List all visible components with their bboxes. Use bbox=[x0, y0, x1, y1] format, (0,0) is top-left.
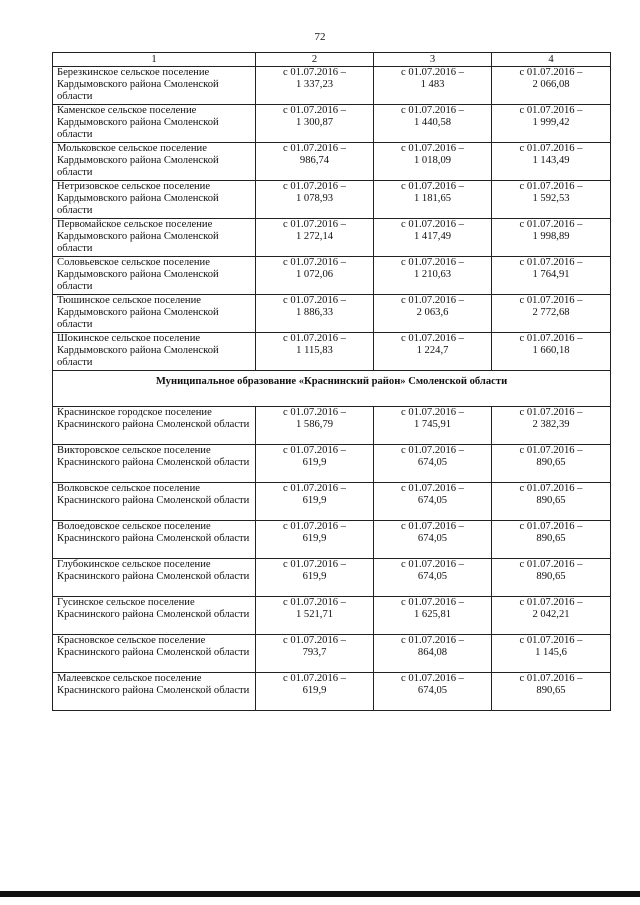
tariff-period: с 01.07.2016 – bbox=[519, 521, 583, 532]
tariff-period: с 01.07.2016 – bbox=[401, 483, 464, 494]
tariff-period: с 01.07.2016 – bbox=[519, 635, 583, 646]
tariff-cell-c2 bbox=[256, 67, 374, 105]
tariff-period: с 01.07.2016 – bbox=[283, 521, 346, 532]
tariff-period: с 01.07.2016 – bbox=[283, 559, 346, 570]
tariff-period: с 01.07.2016 – bbox=[401, 635, 464, 646]
tariff-value: 1 115,83 bbox=[296, 345, 333, 357]
tariff-period: с 01.07.2016 – bbox=[283, 483, 346, 494]
tariff-cell-c2 bbox=[256, 333, 374, 371]
table-row bbox=[53, 219, 611, 257]
tariff-value: 619,9 bbox=[302, 533, 327, 545]
tariff-value: 1 521,71 bbox=[295, 609, 334, 621]
column-header-1: 1 bbox=[53, 53, 256, 67]
tariff-cell-c4 bbox=[492, 181, 611, 219]
table-row bbox=[53, 67, 611, 105]
tariff-cell-c3 bbox=[374, 67, 492, 105]
tariff-period: с 01.07.2016 – bbox=[401, 143, 464, 154]
tariff-period: с 01.07.2016 – bbox=[519, 181, 583, 192]
tariff-period: с 01.07.2016 – bbox=[283, 597, 346, 608]
tariff-period: с 01.07.2016 – bbox=[283, 143, 346, 154]
tariff-value: 674,05 bbox=[417, 533, 448, 545]
settlement-name: Викторовское сельское поселение Краснинского района Смоленской области bbox=[53, 445, 256, 483]
section-title: Муниципальное образование «Краснинский район» Смоленской области bbox=[53, 371, 611, 407]
tariff-value: 890,65 bbox=[536, 457, 566, 469]
tariff-cell-c4 bbox=[492, 597, 611, 635]
tariff-cell-c3 bbox=[374, 143, 492, 181]
tariff-cell-c3 bbox=[374, 295, 492, 333]
tariff-cell-c3 bbox=[374, 635, 492, 673]
settlement-name: Глубокинское сельское поселение Краснинского района Смоленской области bbox=[53, 559, 256, 597]
tariff-value: 1 592,53 bbox=[532, 193, 570, 205]
tariff-value: 1 181,65 bbox=[413, 193, 452, 205]
tariff-cell-c3 bbox=[374, 445, 492, 483]
tariff-period: с 01.07.2016 – bbox=[519, 483, 583, 494]
tariff-cell-c4 bbox=[492, 635, 611, 673]
table-row bbox=[53, 143, 611, 181]
tariff-period: с 01.07.2016 – bbox=[519, 219, 583, 230]
tariff-period: с 01.07.2016 – bbox=[519, 105, 583, 116]
tariff-period: с 01.07.2016 – bbox=[401, 597, 464, 608]
settlement-name: Соловьевское сельское поселение Кардымовского района Смоленской области bbox=[53, 257, 256, 295]
tariff-period: с 01.07.2016 – bbox=[283, 181, 346, 192]
tariff-period: с 01.07.2016 – bbox=[401, 559, 464, 570]
tariff-period: с 01.07.2016 – bbox=[283, 635, 346, 646]
table-row bbox=[53, 333, 611, 371]
tariff-cell-c2 bbox=[256, 445, 374, 483]
tariff-period: с 01.07.2016 – bbox=[283, 445, 346, 456]
tariff-cell-c3 bbox=[374, 673, 492, 711]
tariff-period: с 01.07.2016 – bbox=[519, 333, 583, 344]
tariff-value: 1 660,18 bbox=[532, 345, 570, 357]
tariff-value: 1 272,14 bbox=[295, 231, 334, 243]
tariff-period: с 01.07.2016 – bbox=[401, 445, 464, 456]
tariff-period: с 01.07.2016 – bbox=[283, 105, 346, 116]
tariff-value: 1 998,89 bbox=[532, 231, 570, 243]
tariff-value: 674,05 bbox=[417, 457, 448, 469]
table-row bbox=[53, 445, 611, 483]
tariff-period: с 01.07.2016 – bbox=[283, 407, 346, 418]
tariff-period: с 01.07.2016 – bbox=[519, 257, 583, 268]
tariff-cell-c4 bbox=[492, 333, 611, 371]
tariff-cell-c2 bbox=[256, 181, 374, 219]
tariff-cell-c3 bbox=[374, 219, 492, 257]
tariff-value: 1 145,6 bbox=[535, 647, 567, 659]
tariff-value: 674,05 bbox=[417, 685, 448, 697]
table-row bbox=[53, 483, 611, 521]
bottom-rule bbox=[0, 891, 640, 897]
settlement-name: Нетризовское сельское поселение Кардымовского района Смоленской области bbox=[53, 181, 256, 219]
tariff-cell-c4 bbox=[492, 483, 611, 521]
settlement-name: Гусинское сельское поселение Краснинского района Смоленской области bbox=[53, 597, 256, 635]
tariff-cell-c4 bbox=[492, 219, 611, 257]
tariff-cell-c4 bbox=[492, 521, 611, 559]
tariff-period: с 01.07.2016 – bbox=[519, 407, 583, 418]
tariff-value: 1 224,7 bbox=[416, 345, 449, 357]
tariff-value: 1 018,09 bbox=[413, 155, 452, 167]
settlement-name: Волковское сельское поселение Краснинского района Смоленской области bbox=[53, 483, 256, 521]
settlement-name: Краснинское городское поселение Краснинского района Смоленской области bbox=[53, 407, 256, 445]
tariff-value: 1 625,81 bbox=[413, 609, 452, 621]
table-row bbox=[53, 635, 611, 673]
tariff-period: с 01.07.2016 – bbox=[401, 295, 464, 306]
tariff-cell-c4 bbox=[492, 295, 611, 333]
tariff-value: 2 063,6 bbox=[416, 307, 449, 319]
tariff-cell-c2 bbox=[256, 407, 374, 445]
column-header-2: 2 bbox=[256, 53, 374, 67]
tariff-period: с 01.07.2016 – bbox=[283, 333, 346, 344]
tariff-cell-c4 bbox=[492, 673, 611, 711]
tariff-value: 1 886,33 bbox=[295, 307, 334, 319]
tariff-value: 1 300,87 bbox=[295, 117, 334, 129]
tariff-value: 1 072,06 bbox=[295, 269, 334, 281]
tariff-value: 619,9 bbox=[302, 571, 327, 583]
tariff-cell-c2 bbox=[256, 105, 374, 143]
tariff-period: с 01.07.2016 – bbox=[519, 445, 583, 456]
tariff-cell-c3 bbox=[374, 483, 492, 521]
page-number: 72 bbox=[314, 31, 326, 43]
table-row bbox=[53, 673, 611, 711]
tariff-period: с 01.07.2016 – bbox=[401, 521, 464, 532]
kardymovo-rows bbox=[53, 67, 611, 371]
settlement-name: Волоедовское сельское поселение Краснинского района Смоленской области bbox=[53, 521, 256, 559]
tariff-cell-c4 bbox=[492, 105, 611, 143]
tariff-cell-c2 bbox=[256, 673, 374, 711]
tariff-cell-c3 bbox=[374, 333, 492, 371]
tariff-value: 1 440,58 bbox=[413, 117, 452, 129]
tariff-cell-c3 bbox=[374, 181, 492, 219]
tariff-value: 1 764,91 bbox=[532, 269, 570, 281]
tariff-period: с 01.07.2016 – bbox=[519, 597, 583, 608]
tariff-cell-c2 bbox=[256, 597, 374, 635]
settlement-name: Тюшинское сельское поселение Кардымовского района Смоленской области bbox=[53, 295, 256, 333]
tariff-period: с 01.07.2016 – bbox=[401, 67, 464, 78]
tariff-period: с 01.07.2016 – bbox=[401, 181, 464, 192]
tariff-period: с 01.07.2016 – bbox=[401, 105, 464, 116]
tariff-value: 890,65 bbox=[536, 495, 566, 507]
tariff-value: 1 999,42 bbox=[532, 117, 570, 129]
table-row bbox=[53, 559, 611, 597]
table-row bbox=[53, 407, 611, 445]
tariff-value: 619,9 bbox=[302, 495, 327, 507]
table-row bbox=[53, 521, 611, 559]
tariff-period: с 01.07.2016 – bbox=[283, 673, 346, 684]
tariff-value: 619,9 bbox=[302, 457, 327, 469]
tariff-period: с 01.07.2016 – bbox=[283, 257, 346, 268]
krasny-rows bbox=[53, 407, 611, 711]
column-header-4: 4 bbox=[492, 53, 611, 67]
settlement-name: Красновское сельское поселение Краснинского района Смоленской области bbox=[53, 635, 256, 673]
tariff-value: 2 066,08 bbox=[532, 79, 570, 91]
tariff-value: 890,65 bbox=[536, 533, 566, 545]
tariff-period: с 01.07.2016 – bbox=[519, 673, 583, 684]
settlement-name: Мольковское сельское поселение Кардымовского района Смоленской области bbox=[53, 143, 256, 181]
tariff-period: с 01.07.2016 – bbox=[519, 67, 583, 78]
table-row bbox=[53, 105, 611, 143]
tariff-cell-c2 bbox=[256, 635, 374, 673]
tariff-value: 864,08 bbox=[417, 647, 448, 659]
section-header-row bbox=[53, 371, 611, 407]
table-row bbox=[53, 295, 611, 333]
tariff-cell-c2 bbox=[256, 559, 374, 597]
tariff-value: 1 143,49 bbox=[532, 155, 570, 167]
settlement-name: Малеевское сельское поселение Краснинского района Смоленской области bbox=[53, 673, 256, 711]
tariff-period: с 01.07.2016 – bbox=[519, 143, 583, 154]
settlement-name: Шокинское сельское поселение Кардымовского района Смоленской области bbox=[53, 333, 256, 371]
tariff-value: 2 382,39 bbox=[532, 419, 570, 431]
tariff-period: с 01.07.2016 – bbox=[401, 219, 464, 230]
tariff-value: 793,7 bbox=[302, 647, 327, 659]
section-krasny bbox=[53, 371, 611, 407]
tariff-cell-c4 bbox=[492, 257, 611, 295]
tariff-cell-c4 bbox=[492, 445, 611, 483]
tariff-cell-c2 bbox=[256, 257, 374, 295]
table-row bbox=[53, 597, 611, 635]
tariff-value: 1 586,79 bbox=[295, 419, 334, 431]
settlement-name: Каменское сельское поселение Кардымовского района Смоленской области bbox=[53, 105, 256, 143]
tariff-value: 1 337,23 bbox=[295, 79, 334, 91]
tariff-value: 674,05 bbox=[417, 495, 448, 507]
table-header-row bbox=[53, 53, 611, 67]
column-header-3: 3 bbox=[374, 53, 492, 67]
tariff-cell-c2 bbox=[256, 483, 374, 521]
settlement-name: Березкинское сельское поселение Кардымовского района Смоленской области bbox=[53, 67, 256, 105]
tariff-cell-c4 bbox=[492, 143, 611, 181]
tariff-period: с 01.07.2016 – bbox=[283, 67, 346, 78]
tariff-cell-c3 bbox=[374, 105, 492, 143]
table-row bbox=[53, 257, 611, 295]
tariff-value: 986,74 bbox=[299, 155, 330, 167]
tariff-cell-c4 bbox=[492, 67, 611, 105]
tariff-cell-c3 bbox=[374, 559, 492, 597]
tariff-cell-c2 bbox=[256, 219, 374, 257]
tariff-period: с 01.07.2016 – bbox=[401, 257, 464, 268]
table-row bbox=[53, 181, 611, 219]
tariff-cell-c3 bbox=[374, 521, 492, 559]
tariff-value: 890,65 bbox=[536, 571, 566, 583]
settlement-name: Первомайское сельское поселение Кардымовского района Смоленской области bbox=[53, 219, 256, 257]
tariff-period: с 01.07.2016 – bbox=[519, 559, 583, 570]
tariff-value: 1 745,91 bbox=[413, 419, 452, 431]
tariff-period: с 01.07.2016 – bbox=[401, 333, 464, 344]
tariff-cell-c3 bbox=[374, 257, 492, 295]
tariff-table bbox=[52, 52, 611, 711]
tariff-period: с 01.07.2016 – bbox=[519, 295, 583, 306]
tariff-value: 1 210,63 bbox=[413, 269, 452, 281]
tariff-value: 1 483 bbox=[420, 79, 445, 91]
tariff-cell-c4 bbox=[492, 407, 611, 445]
tariff-value: 619,9 bbox=[302, 685, 327, 697]
tariff-value: 1 417,49 bbox=[413, 231, 452, 243]
tariff-cell-c3 bbox=[374, 597, 492, 635]
tariff-value: 890,65 bbox=[536, 685, 566, 697]
tariff-value: 674,05 bbox=[417, 571, 448, 583]
tariff-value: 2 042,21 bbox=[532, 609, 570, 621]
tariff-period: с 01.07.2016 – bbox=[283, 295, 346, 306]
tariff-cell-c3 bbox=[374, 407, 492, 445]
tariff-cell-c2 bbox=[256, 521, 374, 559]
tariff-cell-c4 bbox=[492, 559, 611, 597]
tariff-period: с 01.07.2016 – bbox=[283, 219, 346, 230]
tariff-cell-c2 bbox=[256, 143, 374, 181]
tariff-period: с 01.07.2016 – bbox=[401, 673, 464, 684]
tariff-value: 2 772,68 bbox=[532, 307, 570, 319]
tariff-value: 1 078,93 bbox=[295, 193, 334, 205]
tariff-period: с 01.07.2016 – bbox=[401, 407, 464, 418]
tariff-cell-c2 bbox=[256, 295, 374, 333]
